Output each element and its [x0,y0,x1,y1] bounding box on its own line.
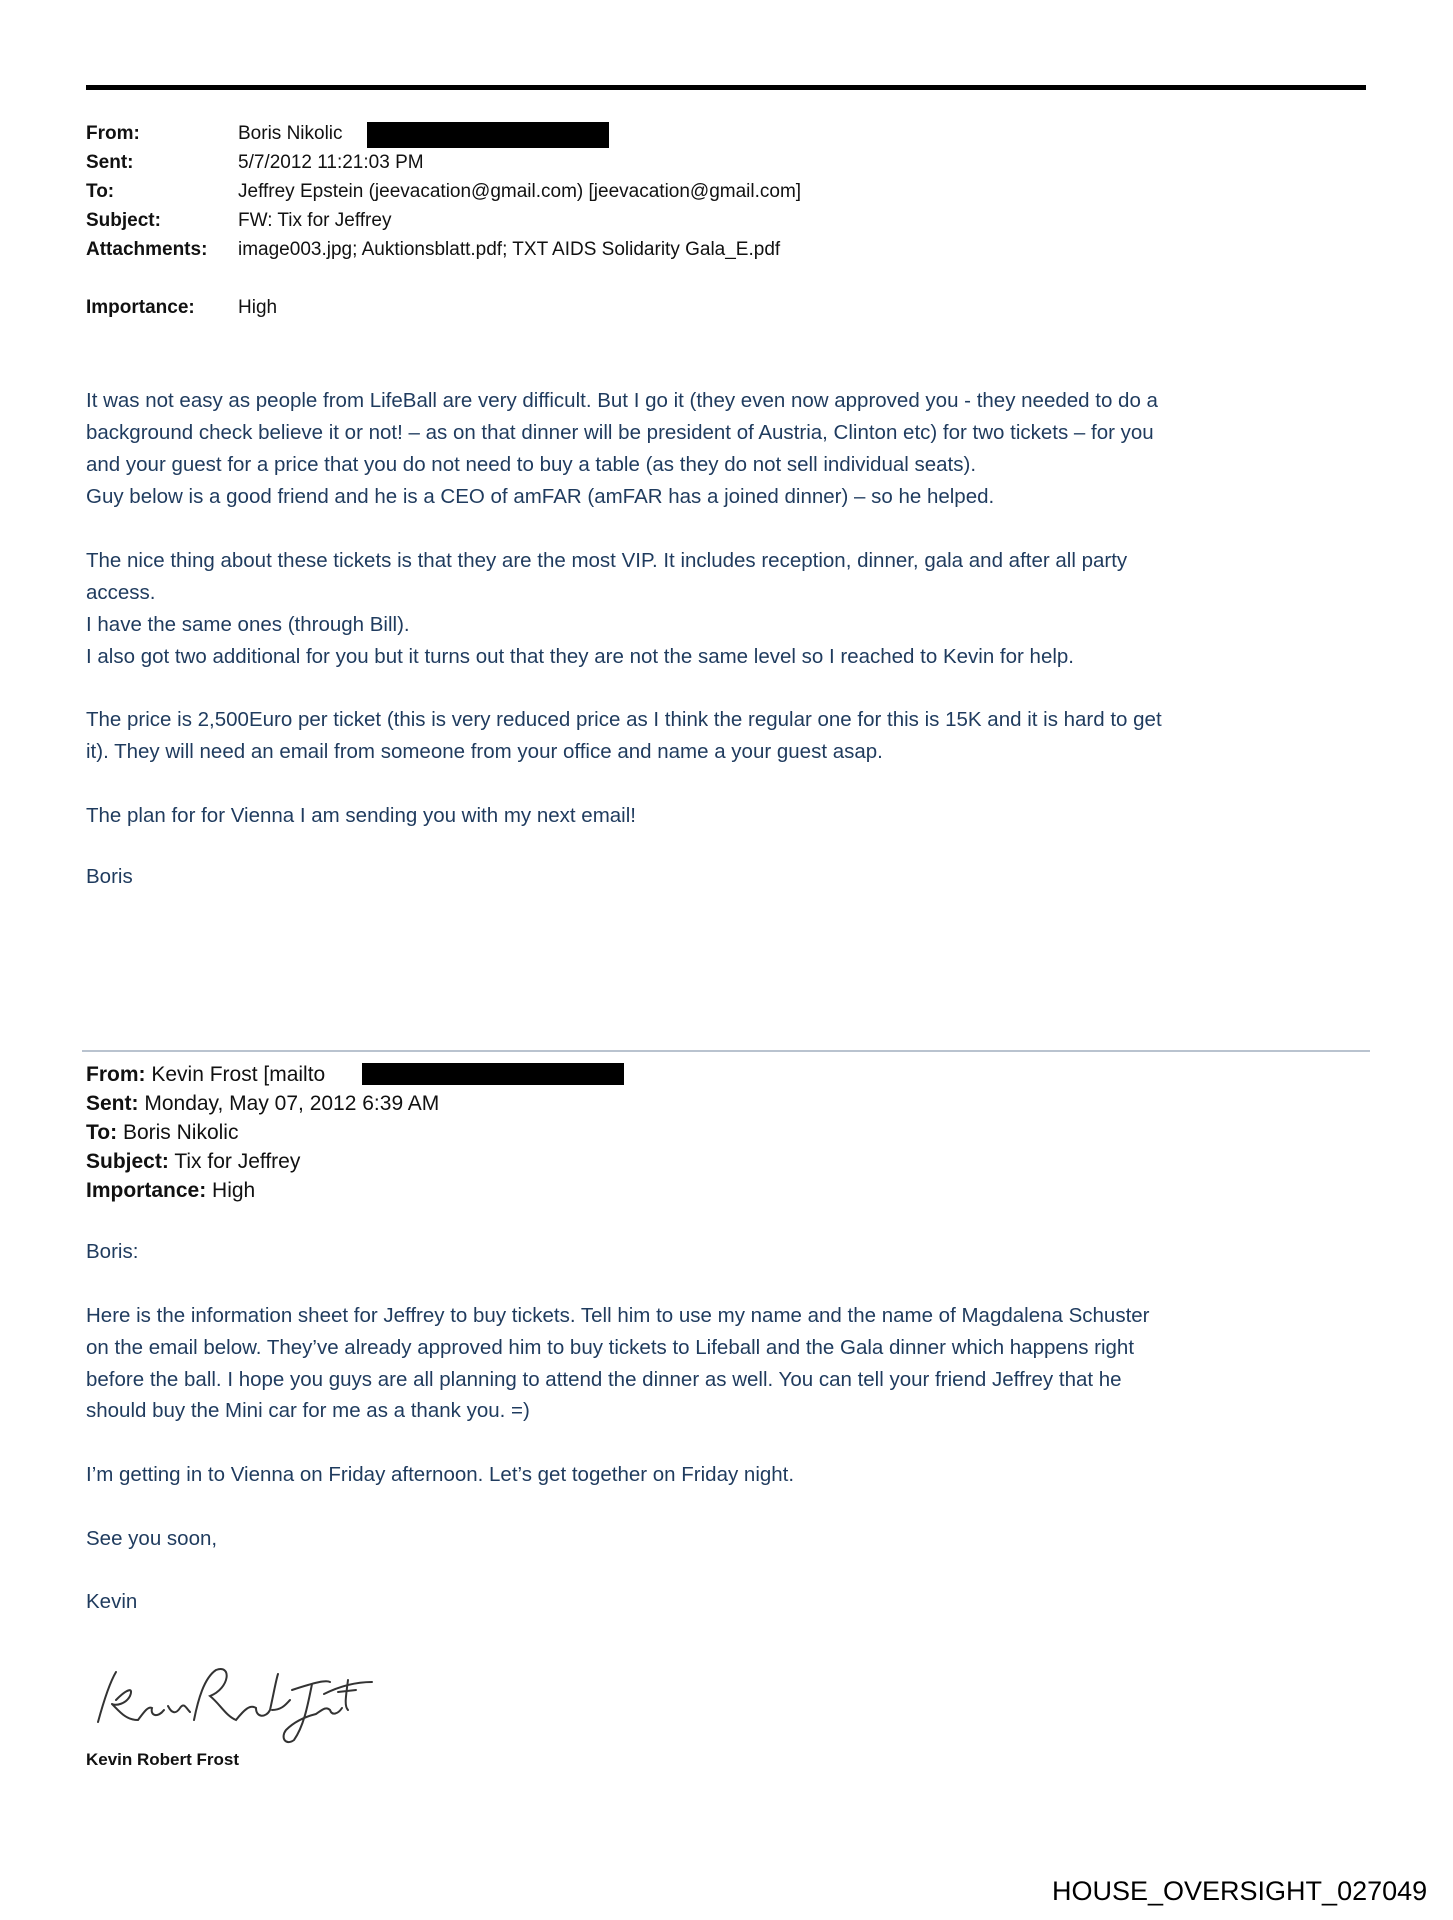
bates-number: HOUSE_OVERSIGHT_027049 [1052,1876,1428,1906]
top-rule [86,85,1366,90]
body-line: The plan for for Vienna I am sending you with my next email! [86,804,636,827]
closing: See you soon, [86,1527,218,1550]
redaction-box [362,1063,624,1085]
header-sent [86,1091,439,1117]
body-line: before the ball. I hope you guys are all planning to attend the dinner as well. You can tell your friend Jeffrey that he [86,1368,1122,1391]
body-line: Here is the information sheet for Jeffrey to buy tickets. Tell him to use my name and the name of Magdalena Schuster [86,1304,1150,1327]
header-label: Attachments: [86,239,208,260]
header-label: From: [86,1063,146,1086]
header-label: From: [86,123,140,144]
header-label: To: [86,181,115,202]
header-label: Sent: [86,1092,139,1115]
header-value: Kevin Frost [mailto [151,1063,326,1086]
header-value: High [238,297,278,318]
signature-name: Kevin Robert Frost [86,1750,240,1769]
header-label: Sent: [86,152,134,173]
header-to [86,1120,238,1146]
header-value: Monday, May 07, 2012 6:39 AM [144,1092,440,1115]
body-line: access. [86,581,156,604]
body-line: The price is 2,500Euro per ticket (this is very reduced price as I think the regular one for this is 15K and it is hard to get [86,708,1162,731]
body-line: it). They will need an email from someone from your office and name a your guest asap. [86,740,883,763]
body-line: I have the same ones (through Bill). [86,613,410,636]
greeting: Boris: [86,1240,139,1263]
header-value: Tix for Jeffrey [174,1150,301,1173]
body-line: background check believe it or not! – as on that dinner will be president of Austria, Clinton etc) for two tickets – for you [86,421,1154,444]
header-value: FW: Tix for Jeffrey [238,210,392,231]
header-value: image003.jpg; Auktionsblatt.pdf; TXT AIDS Solidarity Gala_E.pdf [238,239,781,260]
body-line: should buy the Mini car for me as a thank you. =) [86,1399,530,1422]
body-line: and your guest for a price that you do not need to buy a table (as they do not sell individual seats). [86,453,977,476]
divider [82,1050,1370,1052]
header-value: Jeffrey Epstein (jeevacation@gmail.com) [jeevacation@gmail.com] [238,181,802,202]
header-value: High [212,1179,256,1202]
header-label: Subject: [86,1150,169,1173]
body-line: I’m getting in to Vienna on Friday afternoon. Let’s get together on Friday night. [86,1463,795,1486]
redaction-box [367,122,609,148]
signoff: Kevin [86,1590,138,1613]
header-label: Importance: [86,297,195,318]
header-subject [86,1149,300,1175]
header-label: Importance: [86,1179,207,1202]
header-importance [86,1178,255,1204]
body-line: The nice thing about these tickets is that they are the most VIP. It includes reception, dinner, gala and after all party [86,549,1128,572]
body-line: I also got two additional for you but it turns out that they are not the same level so I reached to Kevin for help. [86,645,1074,668]
header-label: To: [86,1121,118,1144]
header-label: Subject: [86,210,161,231]
handwritten-signature [86,1660,376,1746]
body-line: on the email below. They’ve already approved him to buy tickets to Lifeball and the Gala dinner which happens right [86,1336,1135,1359]
header-from [86,1062,325,1088]
body-line: Guy below is a good friend and he is a CEO of amFAR (amFAR has a joined dinner) – so he helped. [86,485,995,508]
header-value: Boris Nikolic [238,123,343,144]
header-value: Boris Nikolic [122,1121,239,1144]
signoff: Boris [86,865,133,888]
body-line: It was not easy as people from LifeBall are very difficult. But I go it (they even now approved you - they needed to do a [86,389,1158,412]
header-value: 5/7/2012 11:21:03 PM [238,152,424,173]
